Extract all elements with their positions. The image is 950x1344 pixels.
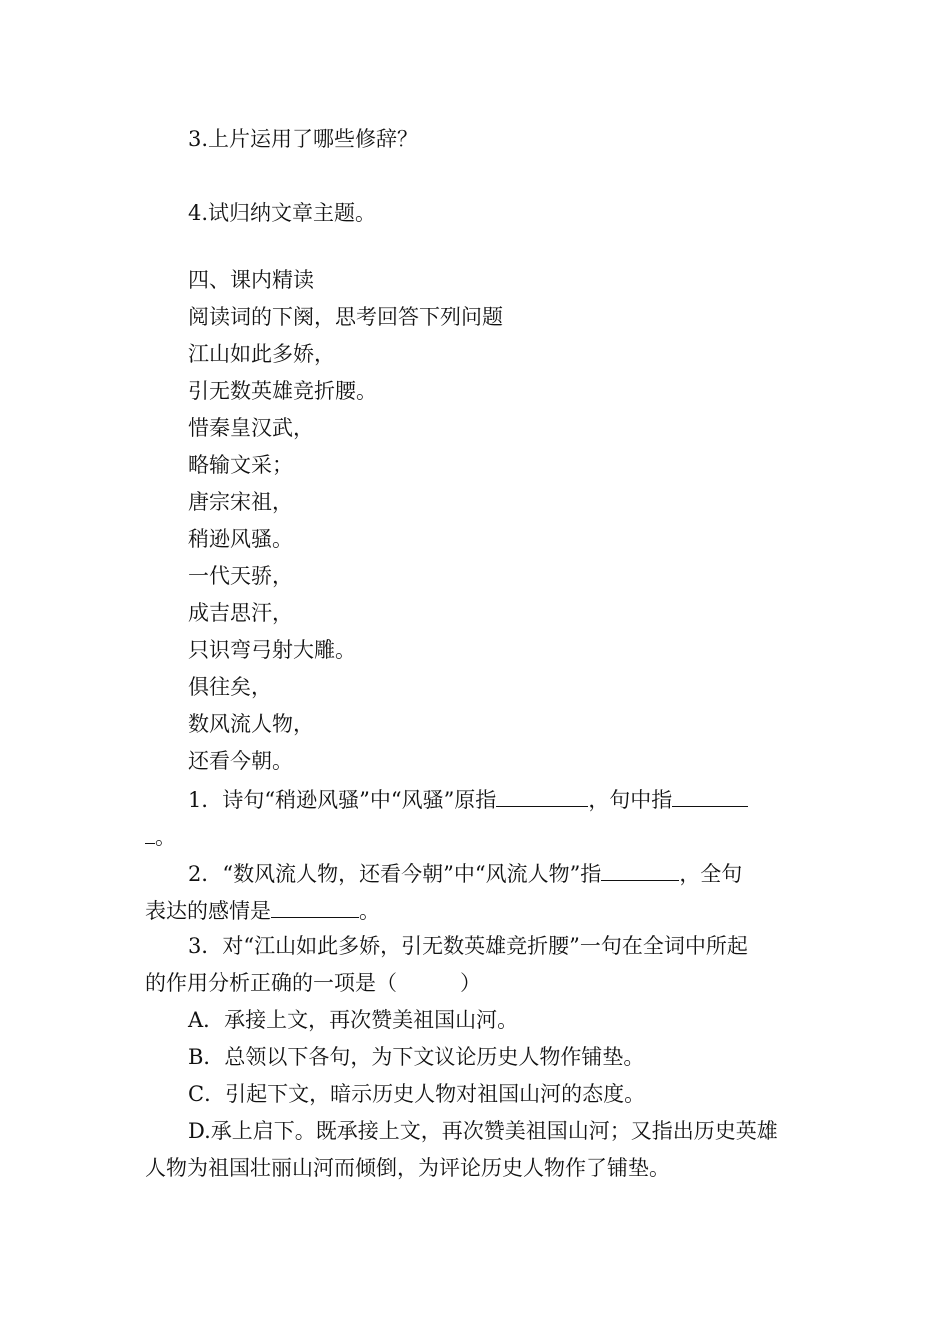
option-a: A．承接上文，再次赞美祖国山河。: [188, 1008, 519, 1032]
question-1-text: 1．诗句“稍逊风骚”中“风骚”原指: [188, 788, 497, 812]
answer-blank: [672, 788, 748, 807]
poem-line: 略输文采；: [188, 453, 293, 477]
poem-line: 稍逊风骚。: [188, 527, 293, 551]
option-b: B．总领以下各句，为下文议论历史人物作铺垫。: [188, 1045, 645, 1069]
question-2: [188, 862, 742, 885]
question-3-continuation: 的作用分析正确的一项是（ ）: [145, 971, 481, 995]
question-3: 3．对“江山如此多娇，引无数英雄竞折腰”一句在全词中所起: [188, 934, 748, 958]
question-1-continuation: [145, 825, 176, 848]
question-2-mid: ，全句: [679, 862, 743, 886]
poem-line: 江山如此多娇，: [188, 342, 335, 366]
option-d: D.承上启下。既承接上文，再次赞美祖国山河；又指出历史英雄: [188, 1119, 778, 1143]
prev-question-3: 3.上片运用了哪些修辞？: [188, 127, 419, 151]
question-2-text: 2．“数风流人物，还看今朝”中“风流人物”指: [188, 862, 602, 886]
prev-question-4: 4.试归纳文章主题。: [188, 201, 377, 225]
section-instruction: 阅读词的下阕，思考回答下列问题: [188, 305, 503, 329]
question-2-text-2: 表达的感情是: [145, 899, 271, 923]
poem-line: 惜秦皇汉武，: [188, 416, 314, 440]
answer-blank: [496, 788, 588, 807]
answer-blank: [271, 899, 359, 918]
poem-line: 引无数英雄竞折腰。: [188, 379, 377, 403]
poem-line: 成吉思汗，: [188, 601, 293, 625]
question-1-mid: ，句中指: [588, 788, 673, 812]
question-1: [188, 788, 748, 811]
poem-line: 一代天骄，: [188, 564, 293, 588]
section-title: 四、课内精读: [188, 268, 314, 292]
option-c: C．引起下文，暗示历史人物对祖国山河的态度。: [188, 1082, 646, 1106]
question-1-end: 。: [155, 825, 176, 849]
poem-line: 数风流人物，: [188, 712, 314, 736]
poem-line: 只识弯弓射大雕。: [188, 638, 356, 662]
question-2-end: 。: [359, 899, 380, 923]
question-2-continuation: [145, 899, 380, 922]
option-d-continuation: 人物为祖国壮丽山河而倾倒，为评论历史人物作了铺垫。: [145, 1156, 670, 1180]
poem-line: 还看今朝。: [188, 749, 293, 773]
answer-blank: [145, 825, 155, 844]
poem-line: 唐宗宋祖，: [188, 490, 293, 514]
answer-blank: [601, 862, 679, 881]
poem-line: 俱往矣，: [188, 675, 272, 699]
